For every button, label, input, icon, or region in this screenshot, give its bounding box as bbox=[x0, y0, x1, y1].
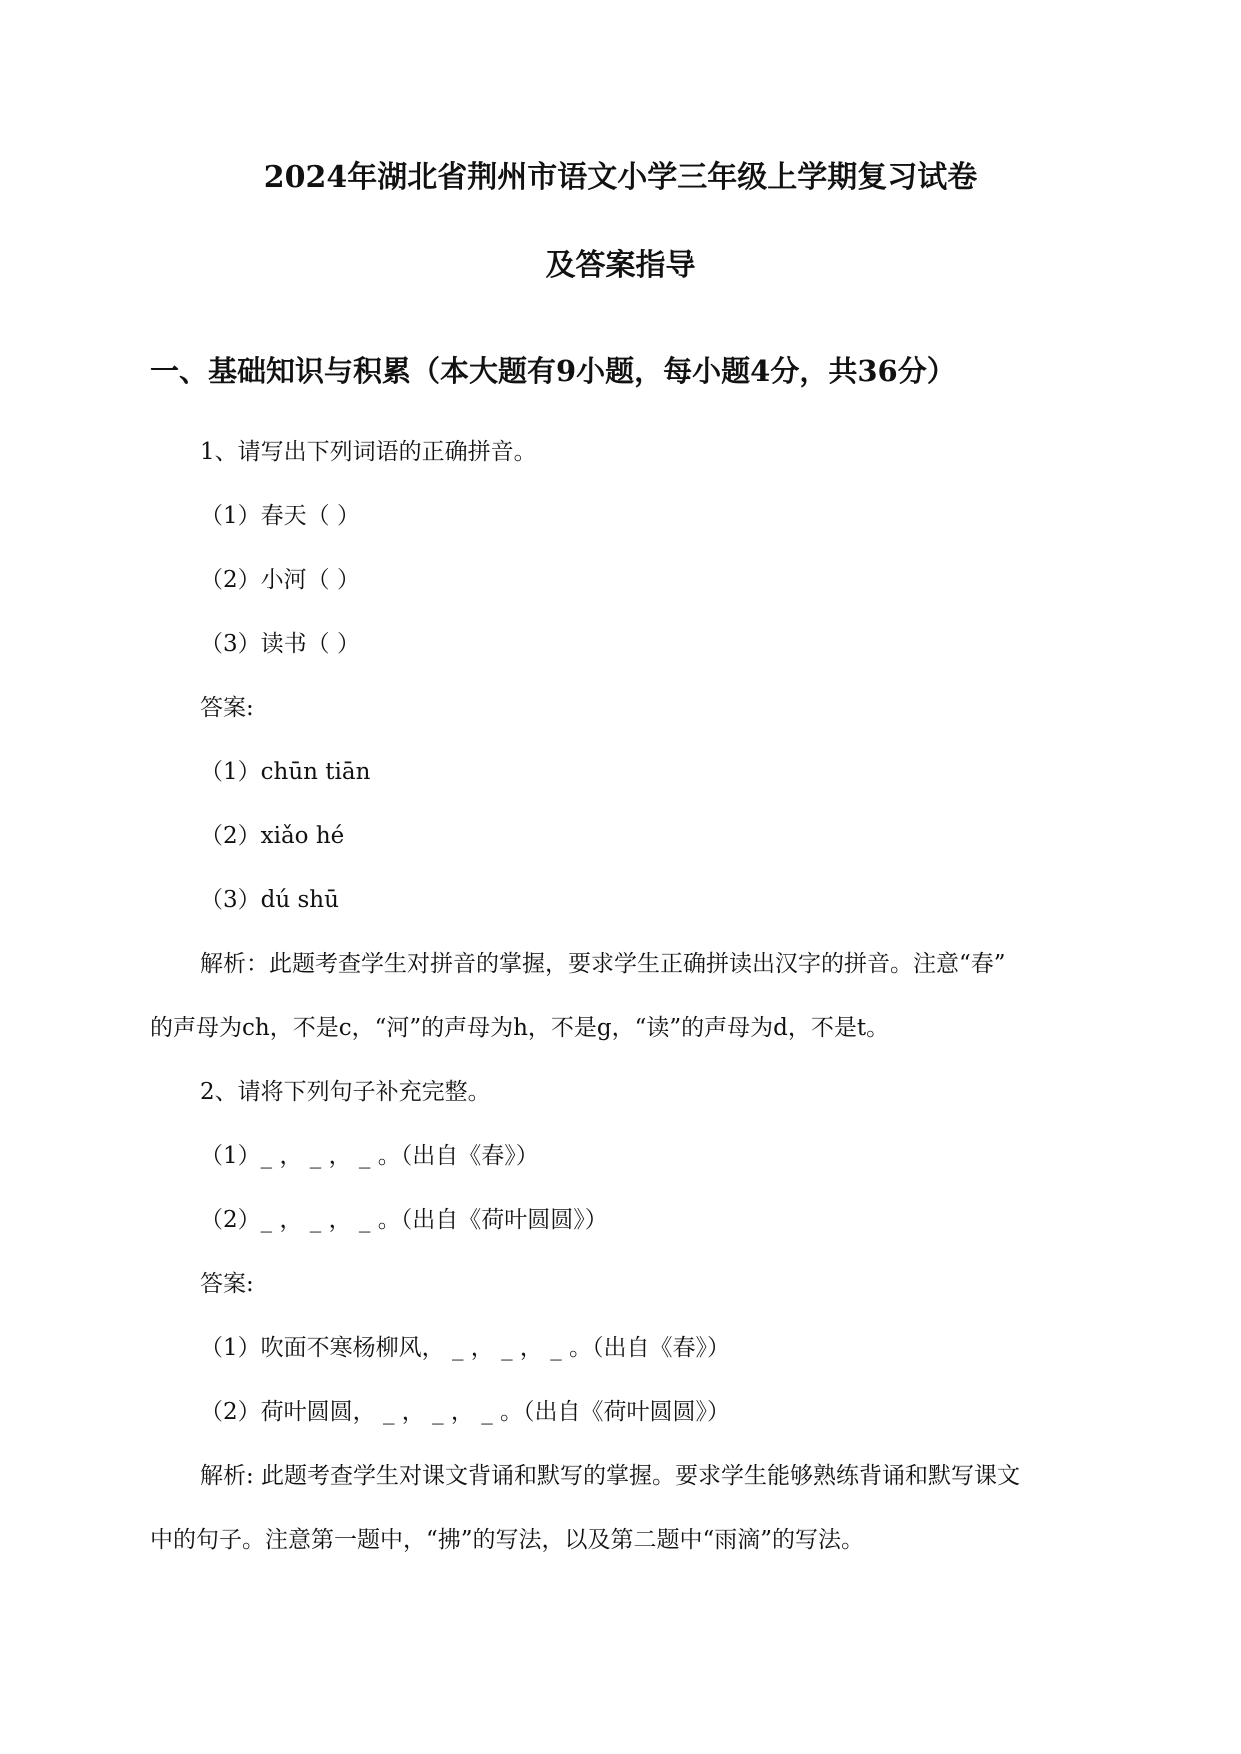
question-1-item-3: （3）读书（ ） bbox=[200, 631, 360, 657]
question-2-item-1: （1）_ ， _ ， _ 。（出自《春》） bbox=[200, 1143, 539, 1169]
question-2-answer-2: （2）荷叶圆圆， _ ， _ ， _ 。（出自《荷叶圆圆》） bbox=[200, 1399, 730, 1425]
question-2-answer-1: （1）吹面不寒杨柳风， _ ， _ ， _ 。（出自《春》） bbox=[200, 1335, 730, 1361]
question-1-prompt: 1、请写出下列词语的正确拼音。 bbox=[200, 439, 537, 465]
document-title-line-1: 2024年湖北省荆州市语文小学三年级上学期复习试卷 bbox=[263, 160, 978, 195]
question-2-answer-label: 答案: bbox=[200, 1271, 254, 1297]
question-1-answer-label: 答案: bbox=[200, 695, 254, 721]
question-2-analysis-line-1: 解析: 此题考查学生对课文背诵和默写的掌握。要求学生能够熟练背诵和默写课文 bbox=[200, 1463, 1021, 1489]
question-2-analysis-line-2: 中的句子。注意第一题中，“拂”的写法，以及第二题中“雨滴”的写法。 bbox=[150, 1527, 865, 1553]
question-1-analysis-line-1: 解析：此题考查学生对拼音的掌握，要求学生正确拼读出汉字的拼音。注意“春” bbox=[200, 951, 1006, 977]
question-1-answer-2: （2）xiǎo hé bbox=[200, 823, 345, 849]
section-heading: 一、基础知识与积累（本大题有9小题，每小题4分，共36分） bbox=[150, 354, 956, 388]
question-1-answer-1: （1）chūn tiān bbox=[200, 759, 371, 785]
question-1-item-1: （1）春天（ ） bbox=[200, 503, 360, 529]
question-1-answer-3: （3）dú shū bbox=[200, 887, 339, 913]
question-1-item-2: （2）小河（ ） bbox=[200, 567, 360, 593]
question-1-analysis-line-2: 的声母为ch，不是c，“河”的声母为h，不是g，“读”的声母为d，不是t。 bbox=[150, 1015, 890, 1041]
document-title-line-2: 及答案指导 bbox=[545, 248, 696, 283]
question-2-item-2: （2）_ ， _ ， _ 。（出自《荷叶圆圆》） bbox=[200, 1207, 608, 1233]
question-2-prompt: 2、请将下列句子补充完整。 bbox=[200, 1079, 491, 1105]
